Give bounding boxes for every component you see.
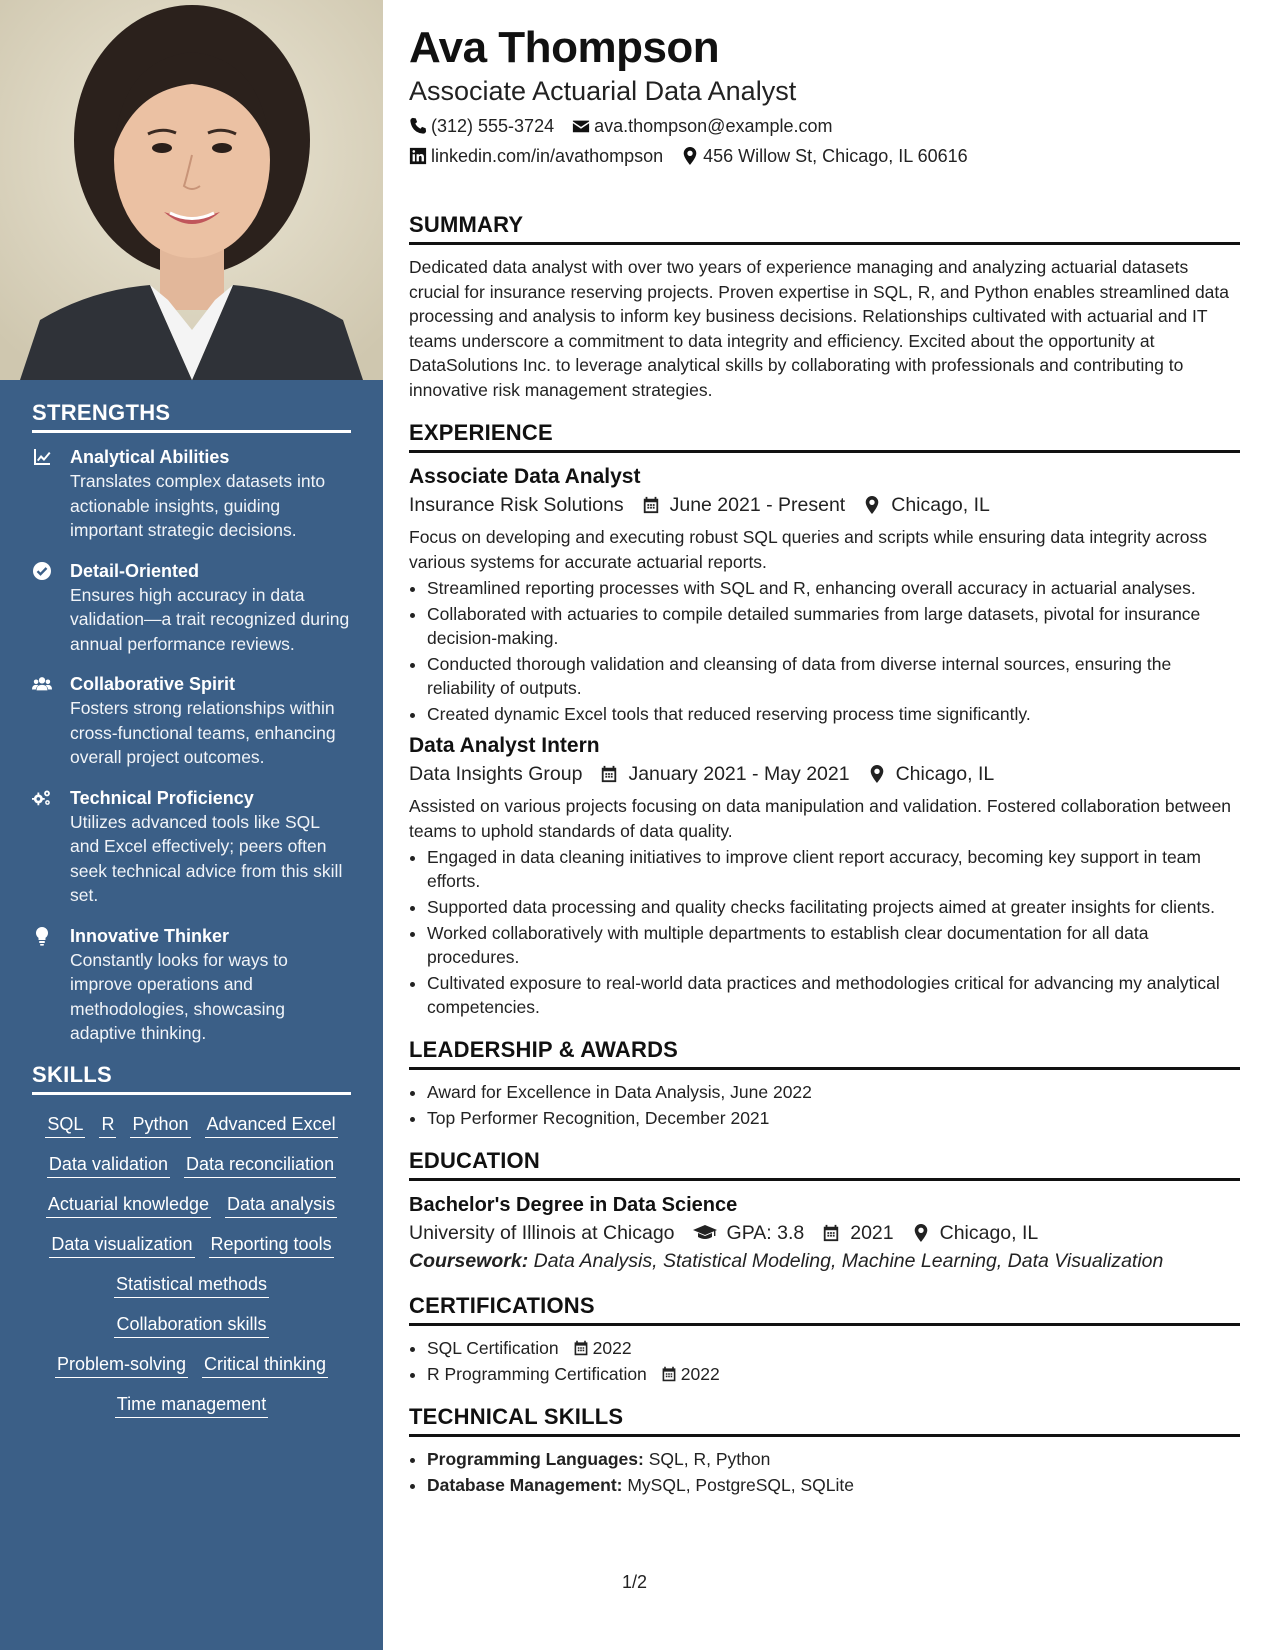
phone-contact[interactable] — [409, 114, 554, 138]
job-title: Data Analyst Intern — [409, 734, 600, 757]
job-meta — [409, 760, 1240, 788]
job-company: Insurance Risk Solutions — [409, 494, 624, 516]
calendar-icon — [661, 1366, 677, 1382]
email-text: ava.thompson@example.com — [594, 116, 833, 136]
sidebar — [0, 0, 383, 1650]
skill-tag: Data analysis — [225, 1191, 337, 1218]
list-item: • Worked collaboratively with multiple departments to establish clear documentation for all data procedures. — [427, 921, 1240, 969]
education-year-text: 2021 — [850, 1222, 894, 1244]
portrait-illustration — [0, 0, 383, 380]
summary-heading: SUMMARY — [409, 212, 1240, 245]
job-dates — [642, 491, 846, 519]
map-pin-icon — [868, 765, 886, 783]
contact-row — [409, 144, 1240, 168]
list-item: • Engaged in data cleaning initiatives to improve client report accuracy, becoming key support in team efforts. — [427, 845, 1240, 893]
job-bullets — [409, 576, 1240, 726]
map-pin-icon — [681, 147, 699, 165]
skill-tag: Collaboration skills — [114, 1311, 268, 1338]
job-location-text: Chicago, IL — [891, 494, 990, 516]
calendar-icon — [600, 765, 618, 783]
job-company: Data Insights Group — [409, 763, 583, 785]
technical-label: Database Management: — [427, 1475, 623, 1495]
education-location — [912, 1219, 1039, 1247]
strength-item — [32, 445, 351, 543]
profile-photo — [0, 0, 383, 380]
education-meta — [409, 1219, 1240, 1247]
education-location-text: Chicago, IL — [939, 1222, 1039, 1244]
job-description: Focus on developing and executing robust SQL queries and scripts while ensuring data integrity across various systems for accurate actuarial reports. — [409, 527, 1208, 572]
job-meta — [409, 491, 1240, 519]
certification-name: • SQL Certification — [427, 1338, 559, 1358]
linkedin-contact[interactable] — [409, 144, 663, 168]
school-name: University of Illinois at Chicago — [409, 1222, 675, 1244]
skill-tag: R — [99, 1111, 116, 1138]
skill-tag: Critical thinking — [202, 1351, 328, 1378]
skill-tag: SQL — [45, 1111, 85, 1138]
skills-list — [32, 1107, 351, 1418]
job-entry — [409, 732, 1240, 1019]
address-text: 456 Willow St, Chicago, IL 60616 — [703, 146, 968, 166]
page-number: 1/2 — [622, 1572, 648, 1592]
phone-icon — [409, 117, 427, 135]
job-dates-text: June 2021 - Present — [669, 494, 846, 516]
coursework — [409, 1247, 1240, 1275]
strength-item — [32, 672, 351, 770]
summary-text: Dedicated data analyst with over two years of experience managing and analyzing actuarial datasets crucial for insurance reserving projects. Proven expertise in SQL, R, and Python enables streamlined data processing and analysis to inform key business decisions. Relationships cultivated with actuarial and IT teams underscore a commitment to data integrity and efficiency. Excited about the opportunity at DataSolutions Inc. to leverage analytical skills by collaborating with professionals and contributing to innovative risk management strategies. — [409, 257, 1230, 400]
job-bullets — [409, 845, 1240, 1019]
list-item: • Award for Excellence in Data Analysis, June 2022 — [427, 1080, 1240, 1104]
skill-tag: Reporting tools — [209, 1231, 334, 1258]
skill-tag: Data visualization — [49, 1231, 194, 1258]
coursework-label: Coursework: — [409, 1250, 529, 1272]
job-entry — [409, 463, 1240, 726]
certifications-heading: CERTIFICATIONS — [409, 1293, 1240, 1326]
education-heading: EDUCATION — [409, 1148, 1240, 1181]
skill-tag: Data validation — [47, 1151, 170, 1178]
graduation-cap-icon — [693, 1224, 717, 1242]
certification-year: 2022 — [680, 1364, 720, 1384]
awards-list — [409, 1080, 1240, 1130]
strength-title: Innovative Thinker — [70, 925, 230, 946]
skill-tag: Time management — [115, 1391, 268, 1418]
technical-value: SQL, R, Python — [648, 1449, 771, 1469]
linkedin-icon — [409, 147, 427, 165]
strength-desc: Translates complex datasets into actionable insights, guiding important strategic decisions. — [70, 471, 326, 540]
linkedin-text: linkedin.com/in/avathompson — [431, 146, 664, 166]
skill-tag: Data reconciliation — [184, 1151, 336, 1178]
list-item — [427, 1362, 1240, 1386]
lightbulb-icon — [32, 924, 70, 1046]
chart-line-icon — [32, 445, 70, 543]
calendar-icon — [573, 1340, 589, 1356]
job-description: Assisted on various projects focusing on data manipulation and validation. Fostered collaboration between teams to uphold standards of data quality. — [409, 796, 1232, 841]
strength-title: Analytical Abilities — [70, 447, 230, 467]
list-item — [427, 1473, 1240, 1497]
skill-tag: Python — [130, 1111, 190, 1138]
job-location-text: Chicago, IL — [895, 763, 995, 785]
technical-value: MySQL, PostgreSQL, SQLite — [627, 1475, 854, 1495]
strength-desc: Constantly looks for ways to improve operations and methodologies, showcasing adaptive thinking. — [70, 949, 288, 1043]
skill-tag: Advanced Excel — [205, 1111, 338, 1138]
certifications-list — [409, 1336, 1240, 1386]
technical-label: Programming Languages: — [427, 1449, 644, 1469]
list-item — [427, 1447, 1240, 1471]
map-pin-icon — [863, 496, 881, 514]
skills-heading: SKILLS — [32, 1062, 351, 1095]
address-contact — [681, 144, 967, 168]
gpa — [693, 1219, 805, 1247]
job-location — [868, 760, 995, 788]
envelope-icon — [572, 117, 590, 135]
education-year — [822, 1219, 893, 1247]
list-item: • Supported data processing and quality checks facilitating projects aimed at greater insights for clients. — [427, 895, 1240, 919]
job-title: Associate Data Analyst — [409, 465, 641, 488]
phone-text: (312) 555-3724 — [431, 116, 555, 136]
certification-year: 2022 — [592, 1338, 632, 1358]
experience-heading: EXPERIENCE — [409, 420, 1240, 453]
degree-title: Bachelor's Degree in Data Science — [409, 1194, 738, 1216]
list-item: • Streamlined reporting processes with SQL and R, enhancing overall accuracy in actuarial analyses. — [427, 576, 1240, 600]
list-item — [427, 1336, 1240, 1360]
skill-tag: Problem-solving — [55, 1351, 188, 1378]
strength-title: Technical Proficiency — [70, 787, 254, 808]
users-icon — [32, 672, 70, 770]
technical-skills-list — [409, 1447, 1240, 1497]
check-circle-icon — [32, 559, 70, 657]
strength-desc: Fosters strong relationships within cross-functional teams, enhancing overall project outcomes. — [70, 698, 336, 767]
calendar-icon — [642, 496, 660, 514]
awards-heading: LEADERSHIP & AWARDS — [409, 1037, 1240, 1070]
job-dates — [600, 760, 849, 788]
list-item: • Top Performer Recognition, December 2021 — [427, 1106, 1240, 1130]
list-item: • Collaborated with actuaries to compile detailed summaries from large datasets, pivotal for insurance decision-making. — [427, 602, 1240, 650]
calendar-icon — [822, 1224, 840, 1242]
strength-desc: Ensures high accuracy in data validation—a trait recognized during annual performance reviews. — [70, 584, 350, 654]
strength-title: Collaborative Spirit — [70, 674, 236, 694]
strength-title: Detail-Oriented — [70, 560, 200, 581]
list-item: • Conducted thorough validation and cleansing of data from diverse internal sources, ensuring the reliability of outputs. — [427, 652, 1240, 700]
list-item: • Created dynamic Excel tools that reduced reserving process time significantly. — [427, 702, 1240, 726]
list-item: • Cultivated exposure to real-world data practices and methodologies critical for advancing my analytical competencies. — [427, 971, 1240, 1019]
coursework-text: Data Analysis, Statistical Modeling, Machine Learning, Data Visualization — [533, 1250, 1164, 1272]
strength-desc: Utilizes advanced tools like SQL and Excel effectively; peers often seek technical advice from this skill set. — [70, 811, 343, 905]
job-dates-text: January 2021 - May 2021 — [628, 763, 850, 785]
job-role: Associate Actuarial Data Analyst — [409, 76, 797, 106]
certification-name: • R Programming Certification — [427, 1364, 647, 1384]
job-location — [863, 491, 990, 519]
strength-item — [32, 559, 351, 657]
sidebar-content — [32, 400, 351, 1431]
strength-item — [32, 924, 351, 1046]
strengths-heading: STRENGTHS — [32, 400, 351, 433]
gpa-text: GPA: 3.8 — [726, 1222, 805, 1244]
technical-skills-heading: TECHNICAL SKILLS — [409, 1404, 1240, 1437]
main-content — [409, 22, 1240, 1499]
person-name: Ava Thompson — [409, 23, 720, 72]
map-pin-icon — [912, 1224, 930, 1242]
contact-row — [409, 114, 1240, 138]
skill-tag: Actuarial knowledge — [46, 1191, 211, 1218]
strength-item — [32, 786, 351, 908]
gears-icon — [32, 786, 70, 908]
email-contact[interactable] — [572, 114, 832, 138]
skill-tag: Statistical methods — [114, 1271, 269, 1298]
